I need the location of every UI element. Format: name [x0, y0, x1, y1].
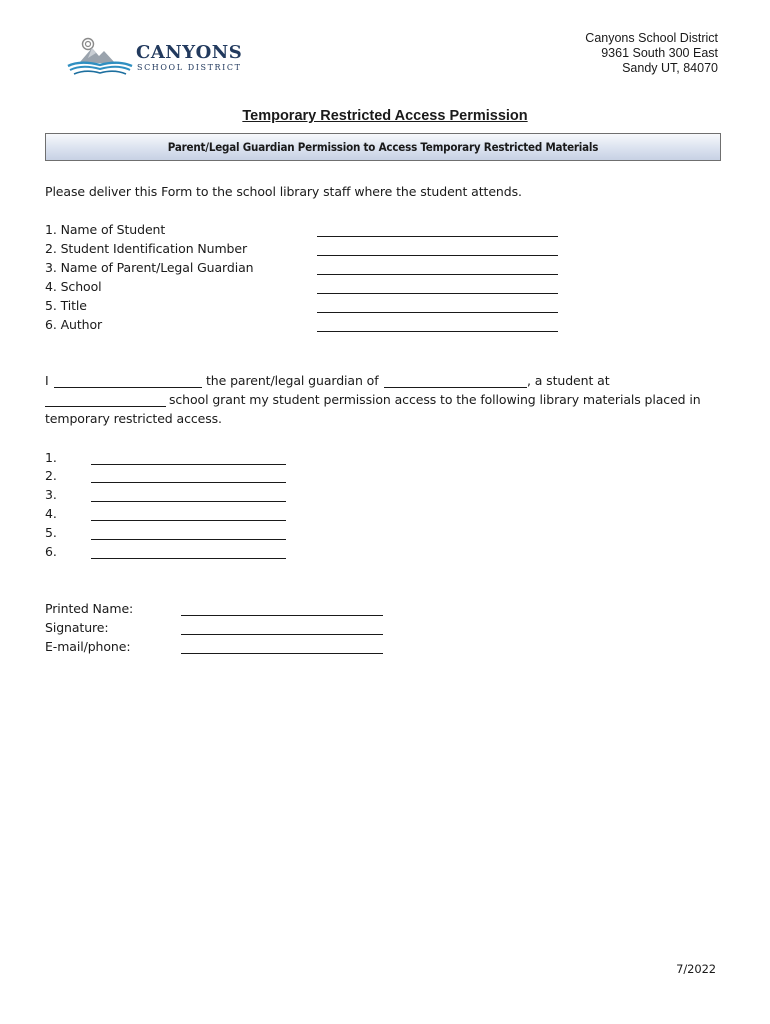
instruction-text: Please deliver this Form to the school library staff where the student attends. — [45, 184, 522, 199]
section-banner: Parent/Legal Guardian Permission to Access Temporary Restricted Materials — [45, 133, 721, 161]
material-field[interactable] — [91, 539, 286, 540]
material-field[interactable] — [91, 501, 286, 502]
revision-date: 7/2022 — [676, 962, 716, 976]
signature-label: Signature: — [45, 620, 109, 635]
material-field[interactable] — [91, 520, 286, 521]
material-number: 6. — [45, 544, 57, 559]
statement-text-student-at: , a student at — [527, 373, 610, 388]
student-name-field[interactable] — [317, 236, 558, 237]
email-phone-label: E-mail/phone: — [45, 639, 131, 654]
email-phone-field[interactable] — [181, 653, 383, 654]
printed-name-field[interactable] — [181, 615, 383, 616]
district-address — [585, 31, 718, 76]
address-line: Canyons School District — [585, 31, 718, 45]
printed-name-label: Printed Name: — [45, 601, 134, 616]
field-label-student-name: 1. Name of Student — [45, 222, 166, 237]
statement-text-i: I — [45, 373, 49, 388]
student-blank-field[interactable] — [384, 387, 527, 388]
address-line: Sandy UT, 84070 — [622, 61, 718, 75]
material-number: 1. — [45, 450, 57, 465]
logo-subtitle: SCHOOL DISTRICT — [137, 63, 242, 72]
guardian-name-field[interactable] — [317, 274, 558, 275]
guardian-blank-field[interactable] — [54, 387, 202, 388]
field-label-author: 6. Author — [45, 317, 103, 332]
statement-text-grant: school grant my student permission access to the following library materials placed in — [169, 392, 701, 407]
field-label-student-id: 2. Student Identification Number — [45, 241, 248, 256]
material-number: 5. — [45, 525, 57, 540]
author-field[interactable] — [317, 331, 558, 332]
material-field[interactable] — [91, 558, 286, 559]
material-field[interactable] — [91, 464, 286, 465]
logo-wordmark: CANYONS — [136, 42, 243, 63]
form-title: Temporary Restricted Access Permission — [242, 108, 528, 124]
field-label-title: 5. Title — [45, 298, 87, 313]
address-line: 9361 South 300 East — [601, 46, 718, 60]
field-label-guardian-name: 3. Name of Parent/Legal Guardian — [45, 260, 254, 275]
student-id-field[interactable] — [317, 255, 558, 256]
signature-field[interactable] — [181, 634, 383, 635]
material-field[interactable] — [91, 482, 286, 483]
school-blank-field[interactable] — [45, 406, 166, 407]
statement-text-guardian-of: the parent/legal guardian of — [206, 373, 379, 388]
material-number: 2. — [45, 468, 57, 483]
material-number: 4. — [45, 506, 57, 521]
school-field[interactable] — [317, 293, 558, 294]
title-field[interactable] — [317, 312, 558, 313]
statement-text-restricted: temporary restricted access. — [45, 411, 222, 426]
material-number: 3. — [45, 487, 57, 502]
field-label-school: 4. School — [45, 279, 102, 294]
